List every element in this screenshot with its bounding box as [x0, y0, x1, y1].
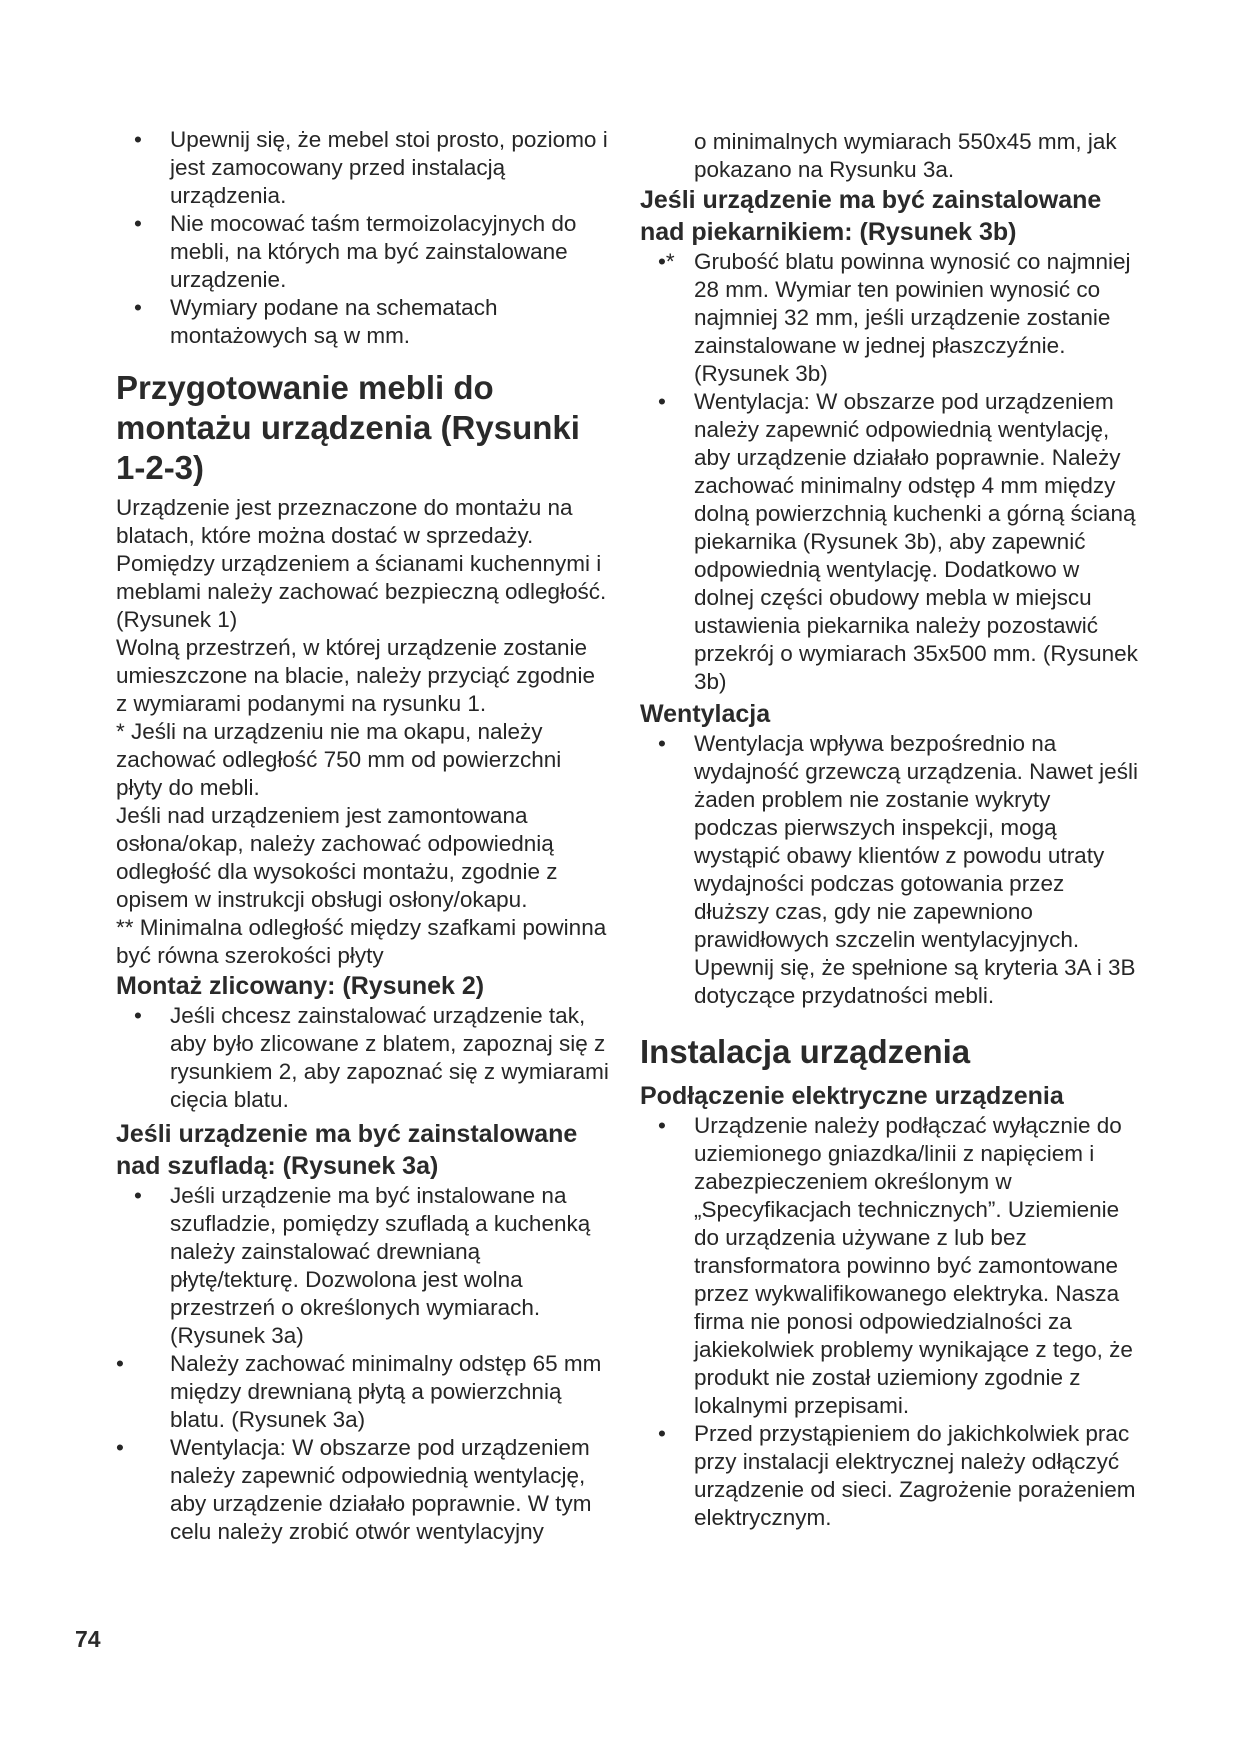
paragraph: * Jeśli na urządzeniu nie ma okapu, należy zachować odległość 750 mm od powierzchni płyty do mebli. — [116, 719, 562, 800]
paragraph: ** Minimalna odległość między szafkami powinna być równa szerokości płyty — [116, 915, 607, 968]
paragraph: Urządzenie jest przeznaczone do montażu na blatach, które można dostać w sprzedaży. Pomiędzy urządzeniem a ścianami kuchennymi i meblami należy zachować bezpieczną odległość. (Rysunek 1) — [116, 495, 607, 632]
subheading-over-oven: Jeśli urządzenie ma być zainstalowane nad piekarnikiem: (Rysunek 3b) — [640, 186, 1102, 246]
section-title-installation: Instalacja urządzenia — [640, 1033, 971, 1070]
subheading-flush-mount: Montaż zlicowany: (Rysunek 2) — [116, 972, 485, 1000]
flush-bullet-list — [116, 1002, 610, 1114]
subheading-ventilation: Wentylacja — [640, 700, 771, 728]
electrical-bullet-list — [640, 1112, 1140, 1532]
intro-bullet-list — [116, 126, 610, 350]
list-item: • Należy zachować minimalny odstęp 65 mm między drewnianą płytą a powierzchnią blatu. (Rysunek 3a) — [116, 1351, 602, 1432]
paragraph: Wolną przestrzeń, w której urządzenie zostanie umieszczone na blacie, należy przyciąć zgodnie z wymiarami podanymi na rysunku 1. — [116, 635, 596, 716]
list-item: •* Grubość blatu powinna wynosić co najmniej 28 mm. Wymiar ten powinien wynosić co najmniej 32 mm, jeśli urządzenie zostanie zainstalowane w jednej płaszczyźnie. (Rysunek 3b) — [658, 249, 1131, 386]
section-title-furniture-prep: Przygotowanie mebli do montażu urządzenia (Rysunki 1-2-3) — [116, 369, 580, 486]
list-item: • Upewnij się, że mebel stoi prosto, poziomo i jest zamocowany przed instalacją urządzenia. — [134, 127, 608, 208]
list-item: • Przed przystąpieniem do jakichkolwiek prac przy instalacji elektrycznej należy odłączyć urządzenie od sieci. Zagrożenie porażeniem elektrycznym. — [658, 1421, 1136, 1530]
list-item: • Jeśli urządzenie ma być instalowane na szufladzie, pomiędzy szufladą a kuchenką należy zainstalować drewnianą płytę/tekturę. Dozwolona jest wolna przestrzeń o określonych wymiarach. (Rysunek 3a) — [134, 1183, 591, 1348]
left-column — [116, 126, 610, 1546]
subheading-over-drawer: Jeśli urządzenie ma być zainstalowane nad szufladą: (Rysunek 3a) — [116, 1120, 578, 1180]
paragraph: Jeśli nad urządzeniem jest zamontowana osłona/okap, należy zachować odpowiednią odległość dla wysokości montażu, zgodnie z opisem w instrukcji obsługi osłony/okapu. — [116, 803, 558, 912]
list-item: • Wymiary podane na schematach montażowych są w mm. — [134, 295, 498, 348]
list-item: • Nie mocować taśm termoizolacyjnych do mebli, na których ma być zainstalowane urządzenie. — [134, 211, 577, 292]
ventilation-bullet-list — [640, 730, 1140, 1010]
drawer-bullet-list — [116, 1182, 610, 1546]
list-item: • Jeśli chcesz zainstalować urządzenie tak, aby było zlicowane z blatem, zapoznaj się z rysunkiem 2, aby zapoznać się z wymiarami cięcia blatu. — [134, 1003, 609, 1112]
subheading-electrical: Podłączenie elektryczne urządzenia — [640, 1082, 1064, 1110]
list-item: • Wentylacja: W obszarze pod urządzeniem należy zapewnić odpowiednią wentylację, aby urządzenie działało poprawnie. Należy zachować minimalny odstęp 4 mm między dolną powierzchnią kuchenki a górną ścianą piekarnika (Rysunek 3b), aby zapewnić odpowiednią wentylację. Dodatkowo w dolnej części obudowy mebla w miejscu ustawienia piekarnika należy pozostawić przekrój o wymiarach 35x500 mm. (Rysunek 3b) — [658, 389, 1138, 694]
oven-bullet-list — [640, 248, 1140, 696]
list-item: • Urządzenie należy podłączać wyłącznie do uziemionego gniazdka/linii z napięciem i zabezpieczeniem określonym w „Specyfikacjach technicznych”. Uziemienie do urządzenia używane z lub bez transformatora powinno być zamontowane przez wykwalifikowanego elektryka. Nasza firma nie ponosi odpowiedzialności za jakiekolwiek problemy wynikające z tego, że produkt nie został uziemiony zgodnie z lokalnymi przepisami. — [658, 1113, 1133, 1418]
paragraph-continuation: o minimalnych wymiarach 550x45 mm, jak pokazano na Rysunku 3a. — [694, 129, 1117, 182]
page-number: 74 — [75, 1626, 101, 1652]
list-item: • Wentylacja: W obszarze pod urządzeniem należy zapewnić odpowiednią wentylację, aby urządzenie działało poprawnie. W tym celu należy zrobić otwór wentylacyjny — [116, 1435, 592, 1544]
right-column — [640, 128, 1140, 1532]
list-item: • Wentylacja wpływa bezpośrednio na wydajność grzewczą urządzenia. Nawet jeśli żaden problem nie zostanie wykryty podczas pierwszych inspekcji, mogą wystąpić obawy klientów z powodu utraty wydajności podczas gotowania przez dłuższy czas, gdy nie zapewniono prawidłowych szczelin wentylacyjnych. Upewnij się, że spełnione są kryteria 3A i 3B dotyczące przydatności mebli. — [658, 731, 1138, 1008]
